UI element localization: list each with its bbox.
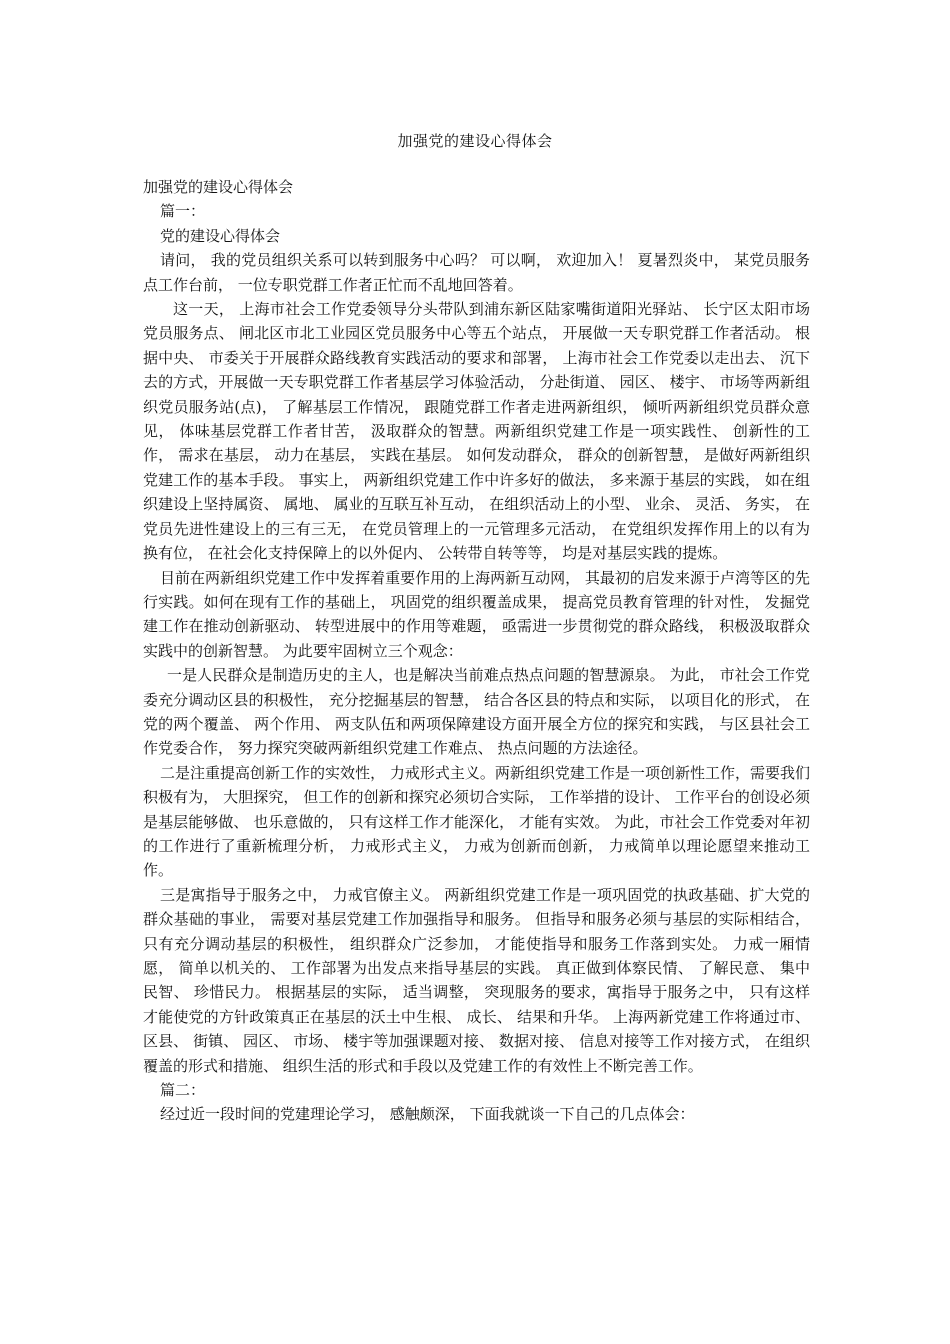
heading-subtitle: 加强党的建设心得体会 (143, 178, 294, 196)
paragraph: 二是注重提高创新工作的实效性， 力戒形式主义。两新组织党建工作是一项创新性工作，需要我们积极有为， 大胆探究， 但工作的创新和探究必须切合实际， 工作举措的设计、 工作平台的创设必须是基层能够做、 也乐意做的， 只有这样工作才能深化， 才能有实效。 为此，市社会工作党委对年初的工作进行了重新梳理分析， 力戒形式主义， 力戒为创新而创新， 力戒简单以理论愿望来推动工作。 (143, 763, 810, 880)
document-title: 加强党的建设心得体会 (397, 132, 553, 150)
section-heading: 党的建设心得体会 (160, 226, 281, 245)
paragraph: 请问， 我的党员组织关系可以转到服务中心吗？ 可以啊， 欢迎加入！ 夏暑烈炎中， 某党员服务点工作台前， 一位专职党群工作者正忙而不乱地回答着。 (143, 251, 810, 294)
section-label-part-one: 篇一： (160, 202, 206, 221)
paragraph: 三是寓指导于服务之中， 力戒官僚主义。 两新组织党建工作是一项巩固党的执政基础、扩大党的群众基础的事业， 需要对基层党建工作加强指导和服务。 但指导和服务必须与基层的实际相结合， 只有充分调动基层的积极性， 组织群众广泛参加， 才能使指导和服务工作落到实处。 力戒一厢情愿， 简单以机关的、 工作部署为出发点来指导基层的实践。 真正做到体察民情、 了解民意、 集中民智、 珍惜民力。 根据基层的实际， 适当调整， 突现服务的要求，寓指导于服务之中， 只有这样才能使党的方针政策真正在基层的沃土中生根、 成长、 结果和升华。 上海两新党建工作将通过市、 区县、 街镇、 园区、 市场、 楼宇等加强课题对接、 数据对接、 信息对接等工作对接方式， 在组织覆盖的形式和措施、 组织生活的形式和手段以及党建工作的有效性上不断完善工作。 (143, 885, 810, 1075)
paragraph: 目前在两新组织党建工作中发挥着重要作用的上海两新互动网， 其最初的启发来源于卢湾等区的先行实践。如何在现有工作的基础上， 巩固党的组织覆盖成果， 提高党员教育管理的针对性， 发掘党建工作在推动创新驱动、 转型进展中的作用等难题， 亟需进一步贯彻党的群众路线， 积极汲取群众实践中的创新智慧。 为此要牢固树立三个观念： (143, 568, 810, 660)
document-body (143, 175, 810, 1127)
paragraph: 经过近一段时间的党建理论学习， 感触颇深， 下面我就谈一下自己的几点体会： (160, 1105, 695, 1124)
section-label-part-two: 篇二： (160, 1081, 206, 1100)
paragraph: 一是人民群众是制造历史的主人，也是解决当前难点热点问题的智慧源泉。 为此， 市社会工作党委充分调动区县的积极性， 充分挖掘基层的智慧， 结合各区县的特点和实际， 以项目化的形式， 在党的两个覆盖、 两个作用、 两支队伍和两项保障建设方面开展全方位的探究和实践， 与区县社会工作党委合作， 努力探究突破两新组织党建工作难点、 热点问题的方法途径。 (143, 666, 810, 758)
paragraph: 这一天， 上海市社会工作党委领导分头带队到浦东新区陆家嘴街道阳光驿站、 长宁区太阳市场党员服务点、 闸北区市北工业园区党员服务中心等五个站点， 开展做一天专职党群工作者活动。 根据中央、 市委关于开展群众路线教育实践活动的要求和部署， 上海市社会工作党委以走出去、 沉下去的方式，开展做一天专职党群工作者基层学习体验活动， 分赴街道、 园区、 楼宇、 市场等两新组织党员服务站(点)， 了解基层工作情况， 跟随党群工作者走进两新组织， 倾听两新组织党员群众意见， 体味基层党群工作者甘苦， 汲取群众的智慧。两新组织党建工作是一项实践性、 创新性的工作， 需求在基层， 动力在基层， 实践在基层。 如何发动群众， 群众的创新智慧， 是做好两新组织党建工作的基本手段。 事实上， 两新组织党建工作中许多好的做法， 多来源于基层的实践， 如在组织建设上坚持属资、 属地、 属业的互联互补互动， 在组织活动上的小型、 业余、 灵活、 务实， 在党员先进性建设上的三有三无， 在党员管理上的一元管理多元活动， 在党组织发挥作用上的以有为换有位， 在社会化支持保障上的以外促内、 公转带自转等等， 均是对基层实践的提炼。 (143, 300, 810, 563)
